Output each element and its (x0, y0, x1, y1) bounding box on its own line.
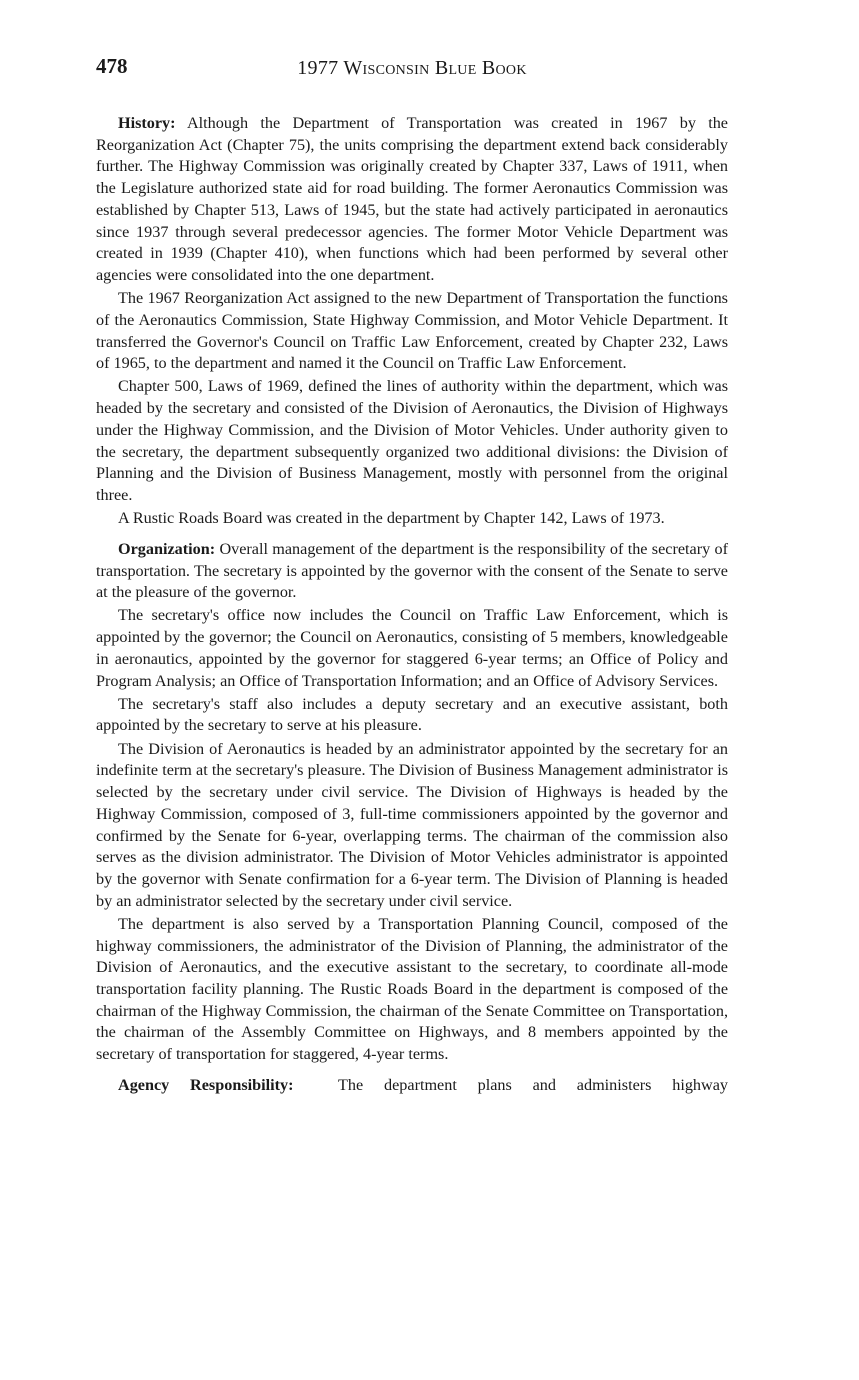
organization-paragraph-1 (96, 539, 728, 604)
organization-paragraph-4: The Division of Aeronautics is headed by an administrator appointed by the secretary for an indefinite term at the secretary's pleasure. The Division of Business Management administrator is selected by the secretary under civil service. The Division of Highways is headed by the Highway Commission, composed of 3, full-time commissioners appointed by the governor and confirmed by the Senate for 6-year, overlapping terms. The chairman of the commission also serves as the division administrator. The Division of Motor Vehicles administrator is appointed by the governor with Senate confirmation for a 6-year term. The Division of Planning is headed by an administrator selected by the secretary under civil service. (96, 739, 728, 910)
running-title-text: 1977 Wisconsin Blue Book (297, 57, 527, 79)
agency-responsibility-text: The department plans and administers highway (338, 1075, 728, 1094)
agency-responsibility-heading: Agency Responsibility: (118, 1075, 294, 1094)
organization-paragraph-5: The department is also served by a Transportation Planning Council, composed of the highway commissioners, the administrator of the Division of Planning, the administrator of the Division of Aeronautics, and the executive assistant to the secretary, to coordinate all-mode transportation facility planning. The Rustic Roads Board in the department is composed of the chairman of the Highway Commission, the chairman of the Senate Committee on Transportation, the chairman of the Assembly Committee on Highways, and 8 members appointed by the secretary of transportation for staggered, 4-year terms. (96, 914, 728, 1064)
page-header (96, 54, 728, 88)
page-number: 478 (96, 54, 128, 78)
organization-paragraph-2: The secretary's office now includes the Council on Traffic Law Enforcement, which is appointed by the governor; the Council on Aeronautics, consisting of 5 members, knowledgeable in aeronautics, appointed by the governor for staggered 6-year terms; an Office of Policy and Program Analysis; an Office of Transportation Information; and an Office of Advisory Services. (96, 606, 728, 690)
running-title (96, 57, 728, 80)
agency-responsibility-paragraph (96, 1075, 728, 1097)
history-paragraph-3: Chapter 500, Laws of 1969, defined the lines of authority within the department, which was headed by the secretary and consisted of the Division of Aeronautics, the Division of Highways under the Highway Commission, and the Division of Motor Vehicles. Under authority given to the secretary, the department subsequently organized two additional divisions: the Division of Planning and the Division of Business Management, mostly with personnel from the original three. (96, 377, 728, 504)
history-paragraph-1 (96, 113, 728, 287)
history-paragraph-4: A Rustic Roads Board was created in the department by Chapter 142, Laws of 1973. (118, 509, 665, 528)
history-paragraph-1-text: Although the Department of Transportation was created in 1967 by the Reorganization Act (Chapter 75), the units comprising the department extend back considerably further. The Highway Commission was originally created by Chapter 337, Laws of 1911, when the Legislature authorized state aid for road building. The former Aeronautics Commission was established by Chapter 513, Laws of 1945, but the state had actively participated in aeronautics since 1937 through several predecessor agencies. The former Motor Vehicle Department was created in 1939 (Chapter 410), when functions which had been performed by several other agencies were consolidated into the one department. (96, 114, 728, 284)
history-paragraph-2: The 1967 Reorganization Act assigned to the new Department of Transportation the functions of the Aeronautics Commission, State Highway Commission, and Motor Vehicle Department. It transferred the Governor's Council on Traffic Law Enforcement, created by Chapter 232, Laws of 1965, to the department and named it the Council on Traffic Law Enforcement. (96, 289, 728, 373)
organization-paragraph-1-text: Overall management of the department is the responsibility of the secretary of transportation. The secretary is appointed by the governor with the consent of the Senate to serve at the pleasure of the governor. (96, 539, 729, 602)
body-text (96, 113, 728, 1096)
organization-heading: Organization: (118, 539, 216, 558)
organization-paragraph-3: The secretary's staff also includes a deputy secretary and an executive assistant, both appointed by the secretary to serve at his pleasure. (96, 694, 728, 735)
history-heading: History: (118, 114, 176, 132)
